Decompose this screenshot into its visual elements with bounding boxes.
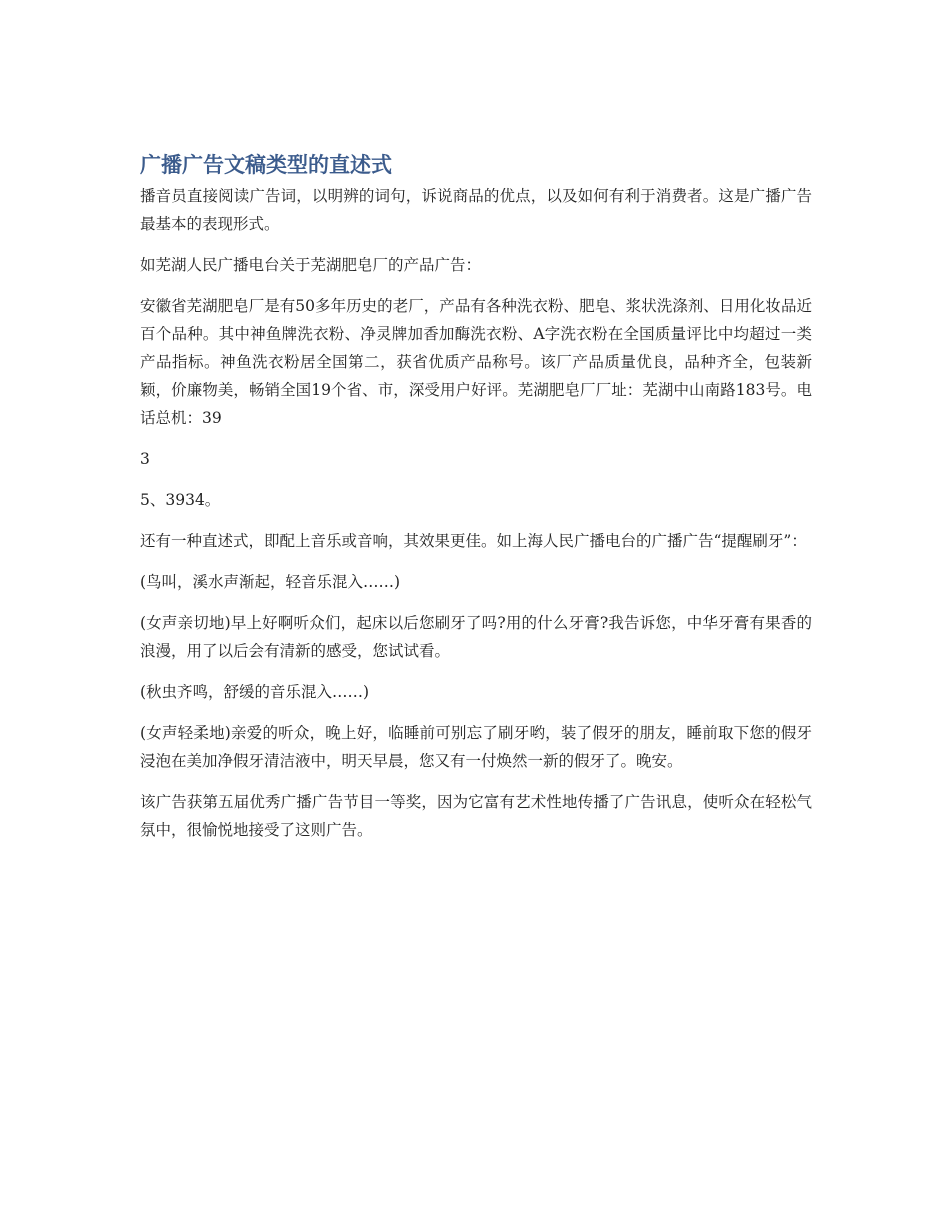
document-page	[140, 150, 812, 857]
paragraph-phone-continuation: 5、3934。	[140, 491, 221, 509]
paragraph-conclusion: 该广告获第五届优秀广播广告节目一等奖，因为它富有艺术性地传播了广告讯息，使听众在轻松气氛中，很愉悦地接受了这则广告。	[140, 793, 812, 839]
paragraph-voice-night: (女声轻柔地)亲爱的听众，晚上好，临睡前可别忘了刷牙哟，装了假牙的朋友，睡前取下您的假牙浸泡在美加净假牙清洁液中，明天早晨，您又有一付焕然一新的假牙了。晚安。	[140, 724, 812, 770]
paragraph-voice-morning: (女声亲切地)早上好啊听众们，起床以后您刷牙了吗?用的什么牙膏?我告诉您，中华牙膏有果香的浪漫，用了以后会有清新的感受，您试试看。	[140, 614, 812, 660]
paragraph-fragment-3: 3	[140, 450, 150, 468]
paragraph-sound-cue-morning: (鸟叫，溪水声渐起，轻音乐混入……)	[140, 573, 401, 591]
paragraph-intro: 播音员直接阅读广告词，以明辨的词句，诉说商品的优点，以及如何有利于消费者。这是广播广告最基本的表现形式。	[140, 187, 812, 233]
paragraph-ad-copy: 安徽省芜湖肥皂厂是有50多年历史的老厂，产品有各种洗衣粉、肥皂、浆状洗涤剂、日用化妆品近百个品种。其中神鱼牌洗衣粉、净灵牌加香加酶洗衣粉、A字洗衣粉在全国质量评比中均超过一类产品指标。神鱼洗衣粉居全国第二，获省优质产品称号。该厂产品质量优良，品种齐全，包装新颖，价廉物美，畅销全国19个省、市，深受用户好评。芜湖肥皂厂厂址：芜湖中山南路183号。电话总机：39	[140, 297, 812, 427]
paragraph-example-lead: 如芜湖人民广播电台关于芜湖肥皂厂的产品广告：	[140, 256, 482, 274]
paragraph-music-variant: 还有一种直述式，即配上音乐或音响，其效果更佳。如上海人民广播电台的广播广告“提醒刷牙”：	[140, 532, 807, 550]
document-title: 广播广告文稿类型的直述式	[140, 153, 392, 177]
paragraph-sound-cue-night: (秋虫齐鸣，舒缓的音乐混入……)	[140, 683, 370, 701]
